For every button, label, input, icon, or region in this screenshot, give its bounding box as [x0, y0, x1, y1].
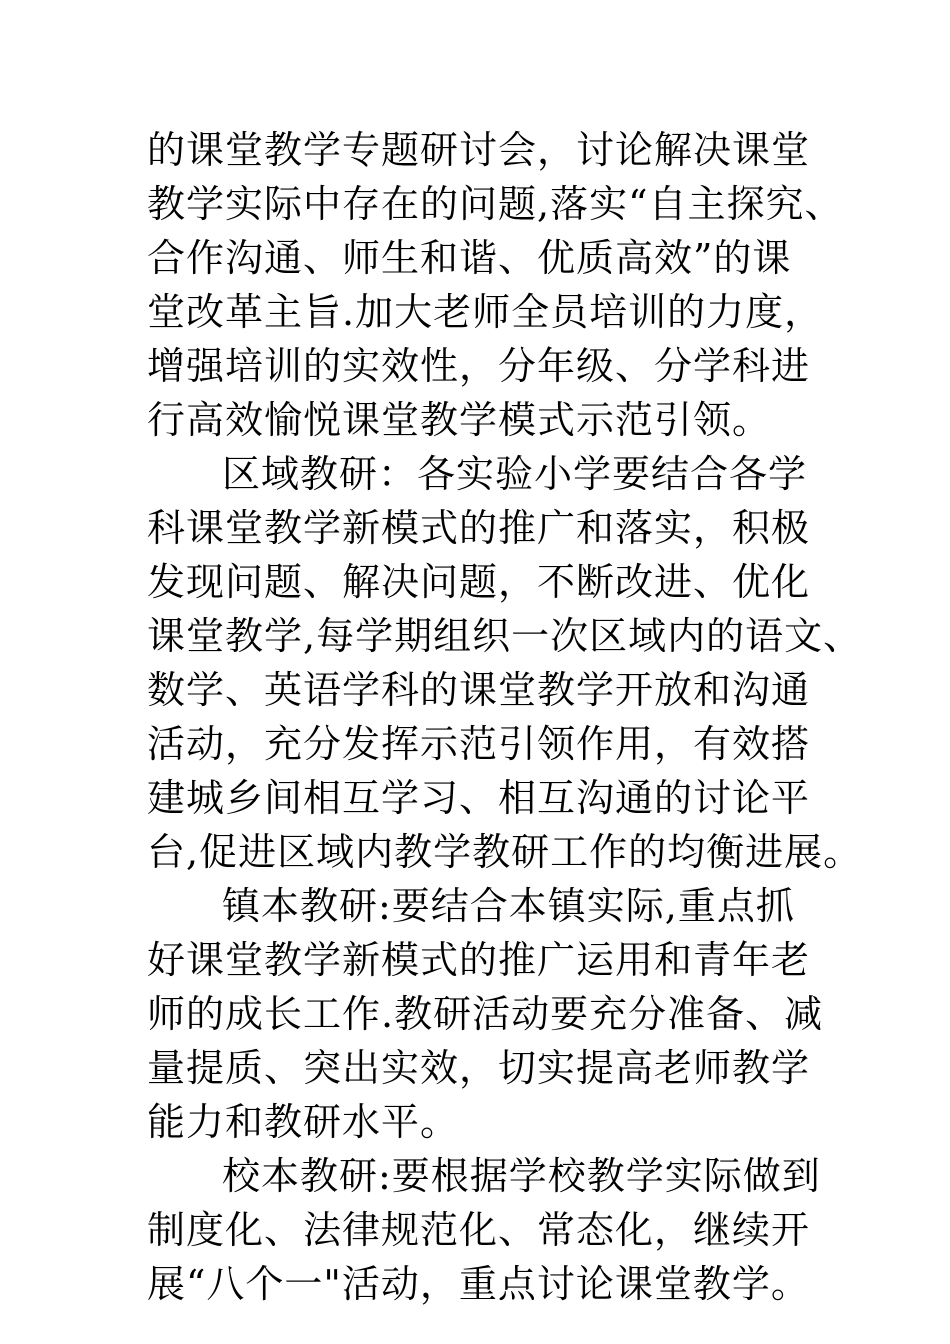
text-line: 量提质、突出实效，切实提高老师教学 [147, 1046, 811, 1090]
text-line: 师的成长工作.教研活动要充分准备、减 [147, 992, 824, 1036]
text-line: 课堂教学,每学期组织一次区域内的语文、 [147, 614, 863, 658]
text-line: 台,促进区域内教学教研工作的均衡进展。 [147, 830, 863, 874]
text-line: 发现问题、解决问题，不断改进、优化 [147, 560, 811, 604]
text-line: 增强培训的实效性，分年级、分学科进 [147, 344, 811, 388]
text-line: 行高效愉悦课堂教学模式示范引领。 [147, 398, 772, 442]
text-line: 活动，充分发挥示范引领作用，有效搭 [147, 722, 811, 766]
text-line: 的课堂教学专题研讨会，讨论解决课堂 [147, 128, 811, 172]
paragraph-start: 区域教研：各实验小学要结合各学 [222, 452, 808, 496]
text-line: 展“八个一"活动，重点讨论课堂教学。 [147, 1262, 810, 1306]
text-line: 科课堂教学新模式的推广和落实，积极 [147, 506, 811, 550]
text-line: 制度化、法律规范化、常态化，继续开 [147, 1208, 811, 1252]
text-line: 合作沟通、师生和谐、优质高效”的课 [147, 236, 792, 280]
text-line: 能力和教研水平。 [147, 1100, 460, 1144]
paragraph-start: 镇本教研:要结合本镇实际,重点抓 [222, 884, 795, 928]
text-line: 建城乡间相互学习、相互沟通的讨论平 [147, 776, 811, 820]
paragraph-start: 校本教研:要根据学校教学实际做到 [222, 1154, 821, 1198]
text-line: 数学、英语学科的课堂教学开放和沟通 [147, 668, 811, 712]
text-line: 教学实际中存在的问题,落实“自主探究、 [147, 182, 844, 226]
text-line: 堂改革主旨.加大老师全员培训的力度， [147, 290, 824, 334]
text-line: 好课堂教学新模式的推广运用和青年老 [147, 938, 811, 982]
